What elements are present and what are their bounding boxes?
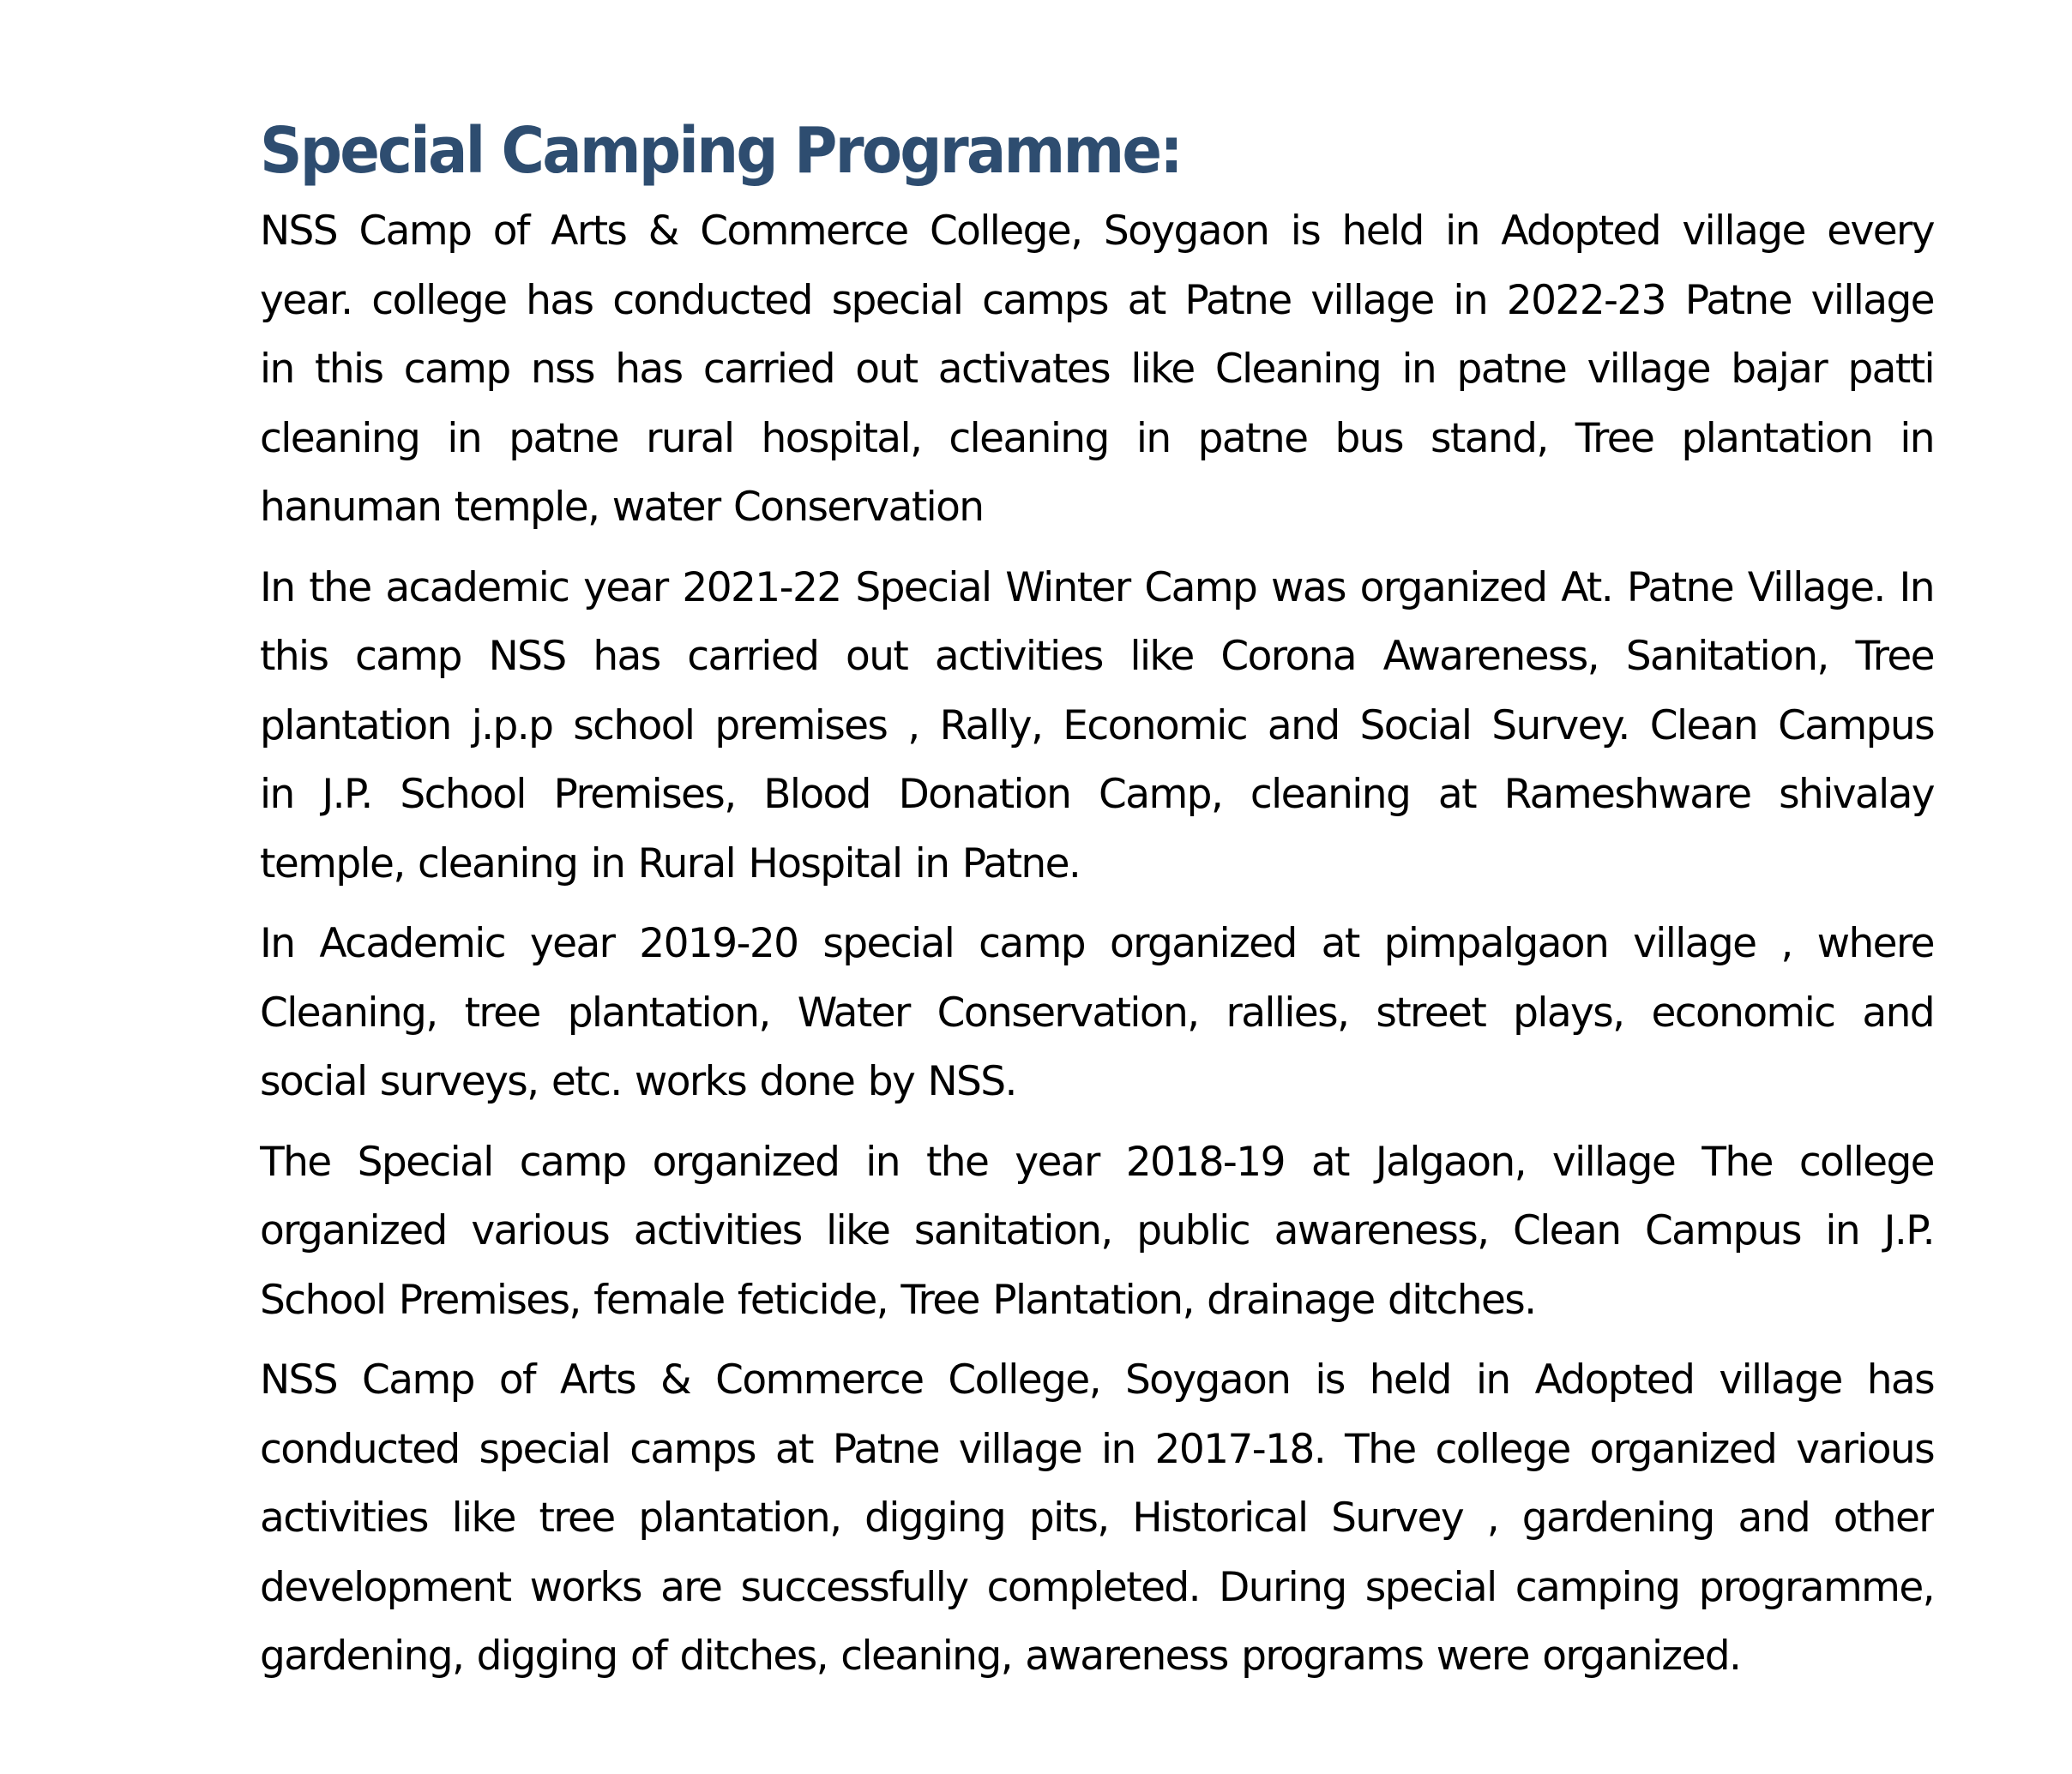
text-line: Cleaning, tree plantation, Water Conservation, rallies, street plays, economic and [260, 989, 1934, 1037]
text-line: this camp NSS has carried out activities like Corona Awareness, Sanitation, Tree [260, 633, 1934, 680]
paragraph-2021-22 [260, 554, 1934, 899]
text-line: In Academic year 2019-20 special camp organized at pimpalgaon village , where [260, 920, 1934, 967]
text-line: NSS Camp of Arts & Commerce College, Soygaon is held in Adopted village every [260, 207, 1934, 255]
text-line: in this camp nss has carried out activates like Cleaning in patne village bajar patti [260, 346, 1934, 393]
text-line: social surveys, etc. works done by NSS. [260, 1058, 1016, 1105]
text-line: conducted special camps at Patne village in 2017-18. The college organized various [260, 1425, 1934, 1473]
text-line: in J.P. School Premises, Blood Donation Camp, cleaning at Rameshware shivalay [260, 771, 1934, 818]
text-line: School Premises, female feticide, Tree Plantation, drainage ditches. [260, 1276, 1536, 1324]
text-line: year. college has conducted special camps at Patne village in 2022-23 Patne village [260, 276, 1934, 324]
page-title: Special Camping Programme: [260, 114, 1181, 188]
text-line: gardening, digging of ditches, cleaning, awareness programs were organized. [260, 1633, 1741, 1680]
document-page [260, 110, 1934, 1703]
text-line: The Special camp organized in the year 2018-19 at Jalgaon, village The college [260, 1138, 1934, 1186]
paragraph-2018-19 [260, 1128, 1934, 1336]
text-line: cleaning in patne rural hospital, cleaning in patne bus stand, Tree plantation in [260, 414, 1934, 462]
paragraph-2017-18 [260, 1346, 1934, 1692]
text-line: organized various activities like sanitation, public awareness, Clean Campus in J.P. [260, 1207, 1934, 1254]
text-line: development works are successfully completed. During special camping programme, [260, 1563, 1934, 1611]
paragraph-2022-23 [260, 197, 1934, 543]
text-line: activities like tree plantation, digging pits, Historical Survey , gardening and other [260, 1494, 1934, 1542]
text-line: hanuman temple, water Conservation [260, 484, 984, 531]
text-line: NSS Camp of Arts & Commerce College, Soygaon is held in Adopted village has [260, 1356, 1934, 1404]
text-line: temple, cleaning in Rural Hospital in Patne. [260, 839, 1081, 887]
paragraph-2019-20 [260, 910, 1934, 1117]
text-line: In the academic year 2021-22 Special Winter Camp was organized At. Patne Village. In [260, 563, 1934, 611]
text-line: plantation j.p.p school premises , Rally, Economic and Social Survey. Clean Campus [260, 701, 1934, 749]
